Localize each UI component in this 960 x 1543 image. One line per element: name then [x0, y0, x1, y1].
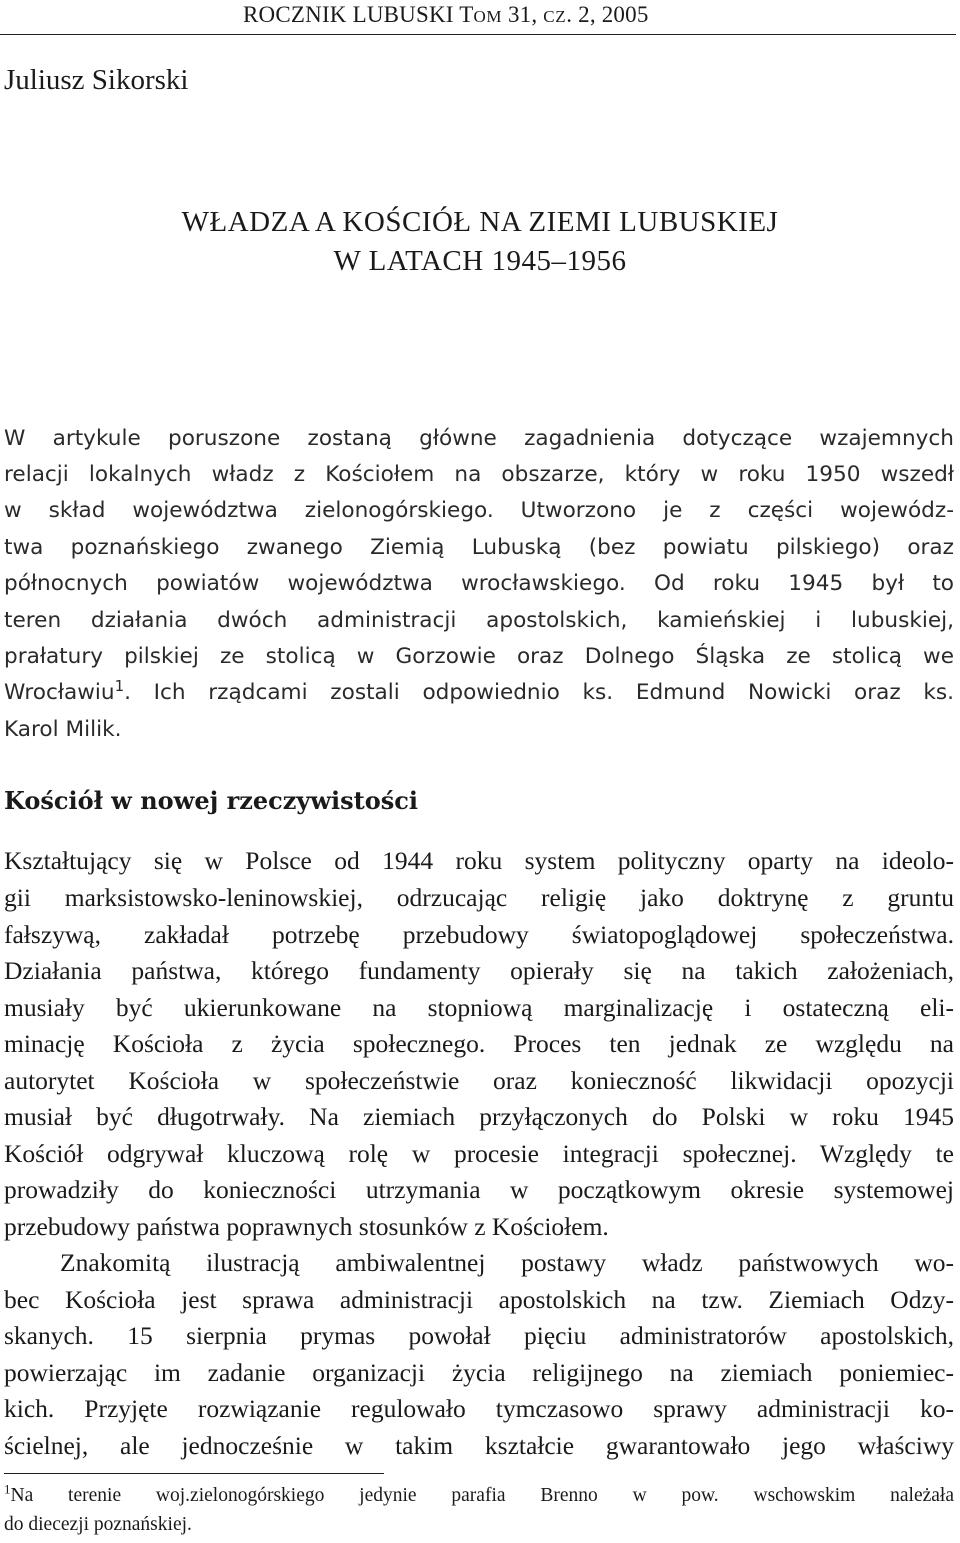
article-title-line-2: W LATACH 1945–1956 [333, 245, 627, 277]
journal-reference [243, 2, 649, 28]
abstract-line: W artykule poruszone zostaną główne zagadnienia dotyczące wzajemnych [4, 426, 954, 451]
body-line: Działania państwa, którego fundamenty opierały się na takich założeniach, [4, 956, 954, 985]
tom-initial: T [459, 2, 474, 27]
journal-name: ROCZNIK LUBUSKI [243, 2, 454, 27]
abstract-text: . Ich rządcami zostali odpowiednio ks. Edmund Nowicki oraz ks. [124, 680, 954, 705]
body-line: skanych. 15 sierpnia prymas powołał pięciu administratorów apostolskich, [4, 1321, 954, 1350]
footnote-mark: 1 [4, 1481, 11, 1497]
abstract-line: relacji lokalnych władz z Kościołem na obszarze, który w roku 1950 wszedł [4, 462, 954, 487]
body-line: prowadziły do konieczności utrzymania w początkowym okresie systemowej [4, 1175, 954, 1204]
footnote-reference[interactable]: 1 [114, 676, 125, 695]
body-line: bec Kościoła jest sprawa administracji apostolskich na tzw. Ziemiach Odzy- [4, 1285, 954, 1314]
body-line: musiał być długotrwały. Na ziemiach przyłączonych do Polski w roku 1945 [4, 1102, 954, 1131]
body-line: powierzając im zadanie organizacji życia religijnego na ziemiach poniemiec- [4, 1358, 954, 1387]
footnote-line [4, 1482, 954, 1510]
body-line: Znakomitą ilustracją ambiwalentnej postawy władz państwowych wo- [60, 1248, 954, 1277]
abstract-line: teren działania dwóch administracji apostolskich, kamieńskiej i lubuskiej, [4, 608, 954, 633]
abstract-line-with-footnote [4, 675, 954, 711]
part-smallcaps: CZ [543, 7, 567, 26]
body-line: przebudowy państwa poprawnych stosunków z Kościołem. [4, 1212, 609, 1241]
author-name: Juliusz Sikorski [4, 64, 189, 96]
part-year: . 2, 2005 [566, 2, 649, 27]
section-heading: Kościół w nowej rzeczywistości [4, 786, 418, 815]
footnote-line: do diecezji poznańskiej. [4, 1514, 192, 1535]
footnote-text: Na terenie woj.zielonogórskiego jedynie parafia Brenno w pow. wschowskim należała [10, 1485, 954, 1506]
body-line: fałszywą, zakładał potrzebę przebudowy światopoglądowej społeczeństwa. [4, 920, 954, 949]
body-line: Kościół odgrywał kluczową rolę w procesie integracji społecznej. Względy te [4, 1139, 954, 1168]
body-line: autorytet Kościoła w społeczeństwie oraz konieczność likwidacji opozycji [4, 1066, 954, 1095]
header-rule [0, 34, 956, 35]
running-head [0, 0, 960, 40]
volume-number: 31, [507, 2, 544, 27]
footnote-rule [4, 1473, 384, 1474]
abstract-line: twa poznańskiego zwanego Ziemią Lubuską (bez powiatu pilskiego) oraz [4, 535, 954, 560]
body-line: Kształtujący się w Polsce od 1944 roku system polityczny oparty na ideolo- [4, 846, 954, 875]
abstract-line: Karol Milik. [4, 717, 122, 742]
body-line: ścielnej, ale jednocześnie w takim kształcie gwarantowało jego właściwy [4, 1431, 954, 1460]
body-line: musiały być ukierunkowane na stopniową marginalizację i ostateczną eli- [4, 993, 954, 1022]
body-line: gii marksistowsko-leninowskiej, odrzucając religię jako doktrynę z gruntu [4, 883, 954, 912]
abstract-line: w skład województwa zielonogórskiego. Utworzono je z części wojewódz- [4, 498, 954, 523]
abstract-line: północnych powiatów województwa wrocławskiego. Od roku 1945 był to [4, 571, 954, 596]
body-line: kich. Przyjęte rozwiązanie regulowało tymczasowo sprawy administracji ko- [4, 1394, 954, 1423]
article-title-line-1: WŁADZA A KOŚCIÓŁ NA ZIEMI LUBUSKIEJ [181, 206, 779, 238]
abstract-text: Wrocławiu [4, 680, 115, 705]
tom-smallcaps: OM [473, 7, 503, 26]
abstract-line: prałatury pilskiej ze stolicą w Gorzowie oraz Dolnego Śląska ze stolicą we [4, 644, 954, 669]
body-line: minację Kościoła z życia społecznego. Proces ten jednak ze względu na [4, 1029, 954, 1058]
